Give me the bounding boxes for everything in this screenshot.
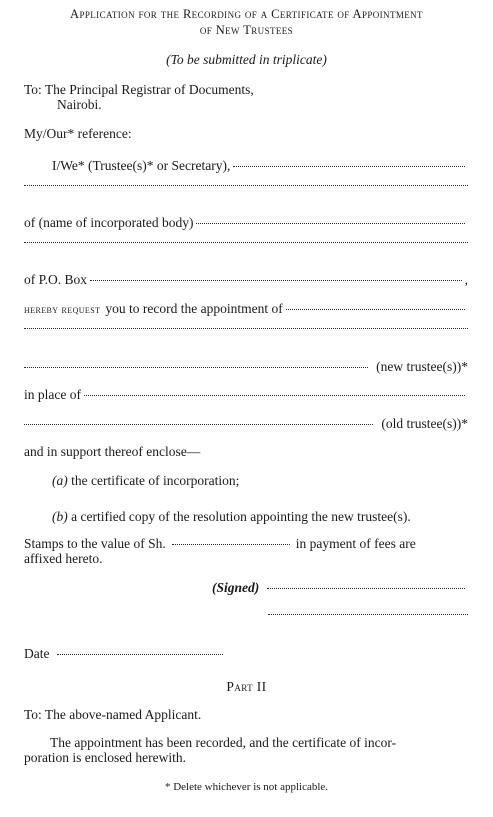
- item-b: [52, 509, 468, 525]
- to-applicant: To: The above-named Applicant.: [24, 707, 202, 722]
- in-place-row: [24, 387, 468, 403]
- item-a-text: the certificate of incorporation;: [71, 473, 240, 488]
- body-row: [24, 215, 468, 231]
- stamps-row: [24, 536, 468, 552]
- support-text: and in support thereof enclose—: [24, 444, 201, 459]
- old-trustees-label: (old trustee(s))*: [381, 416, 468, 431]
- form-title-line2: of New Trustees: [199, 23, 294, 37]
- po-box-row: [24, 272, 468, 288]
- item-a-label: (a): [52, 473, 68, 488]
- stamps-fees-text: in payment of fees are: [295, 536, 416, 551]
- applicant-name-field-continued[interactable]: [24, 184, 468, 186]
- body-continued-row: [24, 244, 468, 246]
- body-name-field-continued[interactable]: [24, 241, 468, 243]
- signature-field[interactable]: [267, 587, 465, 589]
- signature-field-second[interactable]: [268, 613, 468, 615]
- form-subtitle: (To be submitted in triplicate): [166, 52, 327, 67]
- new-trustee-field[interactable]: [286, 308, 465, 310]
- signature-second-row: [268, 616, 468, 618]
- request-label: you to record the appointment of: [105, 301, 283, 316]
- reference-label: My/Our* reference:: [24, 126, 132, 141]
- stamps-label: Stamps to the value of Sh.: [24, 536, 166, 551]
- new-trustee-end-row: [24, 359, 468, 375]
- stamps-amount-field[interactable]: [172, 543, 290, 545]
- body-label: of (name of incorporated body): [24, 215, 194, 230]
- new-trustee-field-continued[interactable]: [24, 327, 468, 329]
- applicant-continued-row: [24, 187, 468, 189]
- in-place-label: in place of: [24, 387, 81, 402]
- signed-label: (Signed): [212, 580, 260, 595]
- new-trustee-field-end[interactable]: [24, 366, 368, 368]
- date-field[interactable]: [57, 653, 223, 655]
- hereby-request-label: hereby request: [24, 304, 101, 316]
- recorded-line1: The appointment has been recorded, and the certificate of incor-: [50, 735, 397, 750]
- date-label: Date: [24, 646, 50, 661]
- old-trustee-field[interactable]: [84, 394, 465, 396]
- signed-row: [212, 580, 468, 596]
- stamps-affixed-text: affixed hereto.: [24, 551, 103, 566]
- new-trustees-label: (new trustee(s))*: [376, 359, 468, 374]
- form-title-line1: Application for the Recording of a Certificate of Appointment: [70, 7, 423, 21]
- new-trustee-continued-row: [24, 330, 468, 332]
- po-box-label: of P.O. Box: [24, 272, 88, 287]
- item-a: [52, 473, 493, 489]
- item-b-text: a certified copy of the resolution appointing the new trustee(s).: [71, 509, 411, 524]
- applicant-row: [52, 158, 468, 174]
- old-trustee-field-end[interactable]: [24, 423, 373, 425]
- date-row: [24, 646, 284, 662]
- body-name-field[interactable]: [196, 222, 465, 224]
- request-row: [24, 301, 468, 318]
- addressee-line1: To: The Principal Registrar of Documents,: [24, 82, 254, 97]
- item-b-label: (b): [52, 509, 68, 524]
- po-box-field[interactable]: [90, 279, 462, 281]
- footnote: * Delete whichever is not applicable.: [164, 781, 329, 793]
- addressee-line2: Nairobi.: [57, 97, 102, 112]
- part-two-heading: Part II: [226, 679, 267, 694]
- recorded-line2: poration is enclosed herewith.: [24, 750, 186, 765]
- old-trustee-end-row: [24, 416, 468, 432]
- applicant-name-field[interactable]: [233, 165, 465, 167]
- applicant-label: I/We* (Trustee(s)* or Secretary),: [52, 158, 231, 173]
- po-box-comma: ,: [464, 272, 468, 287]
